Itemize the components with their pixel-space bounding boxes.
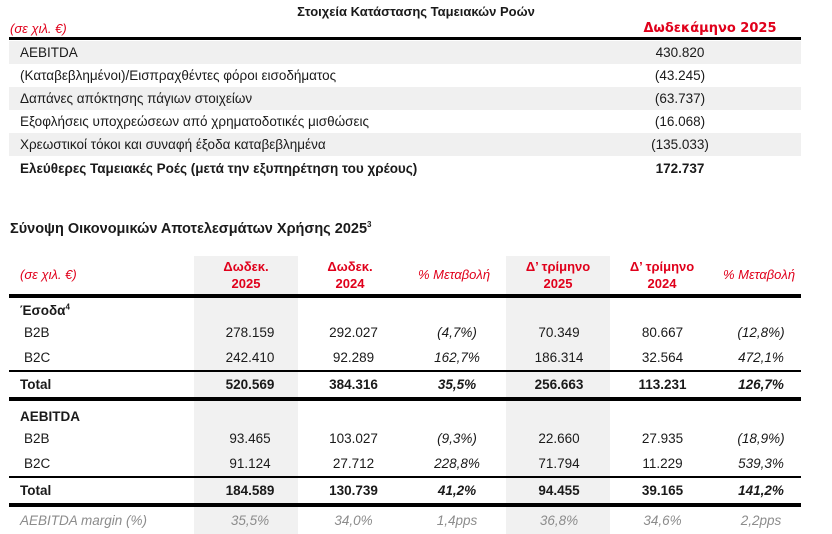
- cell: 242.410: [225, 350, 275, 365]
- row-label: Δαπάνες απόκτησης πάγιων στοιχείων: [20, 91, 253, 106]
- cell: 22.660: [538, 431, 580, 446]
- section-divider: [9, 397, 801, 401]
- cell: 39.165: [641, 483, 684, 498]
- header-line: 2024: [335, 276, 365, 291]
- cell: 92.289: [332, 350, 375, 365]
- column-header-q4-2024: [610, 258, 714, 292]
- row-divider: [9, 476, 801, 478]
- row-label: B2B: [24, 325, 50, 340]
- cell: 70.349: [538, 325, 580, 340]
- cell: 141,2%: [738, 483, 784, 498]
- summary-title: [10, 221, 371, 237]
- cell: 184.589: [225, 483, 275, 498]
- header-divider: [402, 37, 801, 40]
- column-header-q4-change: % Μεταβολή: [722, 267, 796, 282]
- footnote-marker: 4: [65, 302, 70, 312]
- header-line: Δ’ τρίμηνο: [629, 259, 695, 274]
- cash-flow-total-row: [9, 157, 801, 180]
- cell: 130.739: [329, 483, 378, 498]
- row-value: 430.820: [655, 45, 705, 60]
- summary-unit: (σε χιλ. €): [20, 267, 77, 282]
- cell: 35,5%: [437, 377, 477, 392]
- cash-flow-row: [9, 133, 801, 156]
- column-header-fy2024: [298, 258, 402, 292]
- cell: 27.712: [332, 456, 375, 471]
- cell: 126,7%: [738, 377, 784, 392]
- cell: 34,0%: [334, 513, 373, 528]
- row-divider: [9, 370, 801, 372]
- header-line: Δωδεκ.: [223, 259, 269, 274]
- cell: 384.316: [329, 377, 378, 392]
- cell: 93.465: [229, 431, 271, 446]
- cell: 27.935: [641, 431, 684, 446]
- cell: 539,3%: [738, 456, 784, 471]
- header-divider: [9, 37, 402, 40]
- column-header-q4-2025: [506, 258, 610, 292]
- section-label: [20, 299, 70, 322]
- table-total-row: [9, 373, 801, 396]
- cell: (9,3%): [437, 431, 477, 446]
- row-label: B2C: [24, 456, 51, 471]
- cash-flow-row: [9, 41, 801, 64]
- cell: 35,5%: [230, 513, 270, 528]
- cell: 228,8%: [434, 456, 480, 471]
- cell: 71.794: [538, 456, 580, 471]
- cash-flow-title: Στοιχεία Κατάστασης Ταμειακών Ροών: [297, 4, 535, 19]
- row-label: Total: [20, 377, 52, 392]
- cell: 36,8%: [539, 513, 579, 528]
- cell: (12,8%): [737, 325, 785, 340]
- table-total-row: [9, 479, 801, 502]
- row-label: (Καταβεβλημένοι)/Εισπραχθέντες φόροι εισοδήματος: [20, 68, 337, 83]
- header-line: 2025: [231, 276, 261, 291]
- row-label: B2B: [24, 431, 50, 446]
- row-label: Total: [20, 483, 52, 498]
- cell: 186.314: [534, 350, 584, 365]
- cash-flow-row: [9, 87, 801, 110]
- cell: 162,7%: [434, 350, 480, 365]
- cell: 41,2%: [437, 483, 477, 498]
- row-label: AEBITDA: [20, 45, 78, 60]
- column-header-fy-change: % Μεταβολή: [417, 267, 491, 282]
- cell: 520.569: [225, 377, 275, 392]
- cell: 34,6%: [643, 513, 682, 528]
- cell: (4,7%): [437, 325, 477, 340]
- cell: 94.455: [538, 483, 580, 498]
- table-row: [9, 427, 801, 450]
- cell: 32.564: [641, 350, 684, 365]
- header-divider: [9, 294, 801, 298]
- header-line: 2025: [543, 276, 573, 291]
- header-line: Δωδεκ.: [327, 259, 373, 274]
- cell: 80.667: [641, 325, 684, 340]
- row-label: Ελεύθερες Ταμειακές Ροές (μετά την εξυπηρέτηση του χρέους): [20, 161, 418, 176]
- cash-flow-unit: (σε χιλ. €): [10, 21, 67, 36]
- cell: 292.027: [329, 325, 378, 340]
- table-row: [9, 346, 801, 369]
- section-heading-aebitda: [9, 405, 801, 428]
- cell: (18,9%): [737, 431, 785, 446]
- section-divider: [9, 503, 801, 507]
- row-value: 172.737: [655, 161, 705, 176]
- cell: 256.663: [534, 377, 584, 392]
- cell: 472,1%: [738, 350, 784, 365]
- row-value: (135.033): [651, 137, 709, 152]
- margin-row: [9, 509, 801, 532]
- section-heading-revenue: [9, 299, 801, 322]
- row-value: (43.245): [654, 68, 706, 83]
- cell: 2,2pps: [740, 513, 782, 528]
- table-row: [9, 321, 801, 344]
- row-label: Χρεωστικοί τόκοι και συναφή έξοδα καταβεβλημένα: [20, 137, 326, 152]
- cell: 11.229: [642, 456, 683, 471]
- section-label: AEBITDA: [20, 409, 80, 424]
- table-row: [9, 452, 801, 475]
- cell: 91.124: [229, 456, 271, 471]
- row-label: AEBITDA margin (%): [20, 513, 148, 528]
- cash-flow-column-header: Δωδεκάμηνο 2025: [643, 21, 777, 36]
- column-header-fy2025: [194, 258, 298, 292]
- cash-flow-row: [9, 64, 801, 87]
- row-value: (16.068): [654, 114, 706, 129]
- cell: 278.159: [225, 325, 275, 340]
- header-line: 2024: [647, 276, 677, 291]
- cell: 103.027: [329, 431, 378, 446]
- cell: 113.231: [638, 377, 687, 392]
- cash-flow-row: [9, 110, 801, 133]
- cell: 1,4pps: [436, 513, 478, 528]
- footnote-marker: 3: [367, 220, 372, 230]
- summary-title-text: Σύνοψη Οικονομικών Αποτελεσμάτων Χρήσης 2025: [10, 221, 368, 237]
- header-line: Δ’ τρίμηνο: [525, 259, 591, 274]
- section-label-text: Έσοδα: [20, 303, 66, 318]
- row-label: Εξοφλήσεις υποχρεώσεων από χρηματοδοτικές μισθώσεις: [20, 114, 370, 129]
- row-value: (63.737): [654, 91, 706, 106]
- row-label: B2C: [24, 350, 51, 365]
